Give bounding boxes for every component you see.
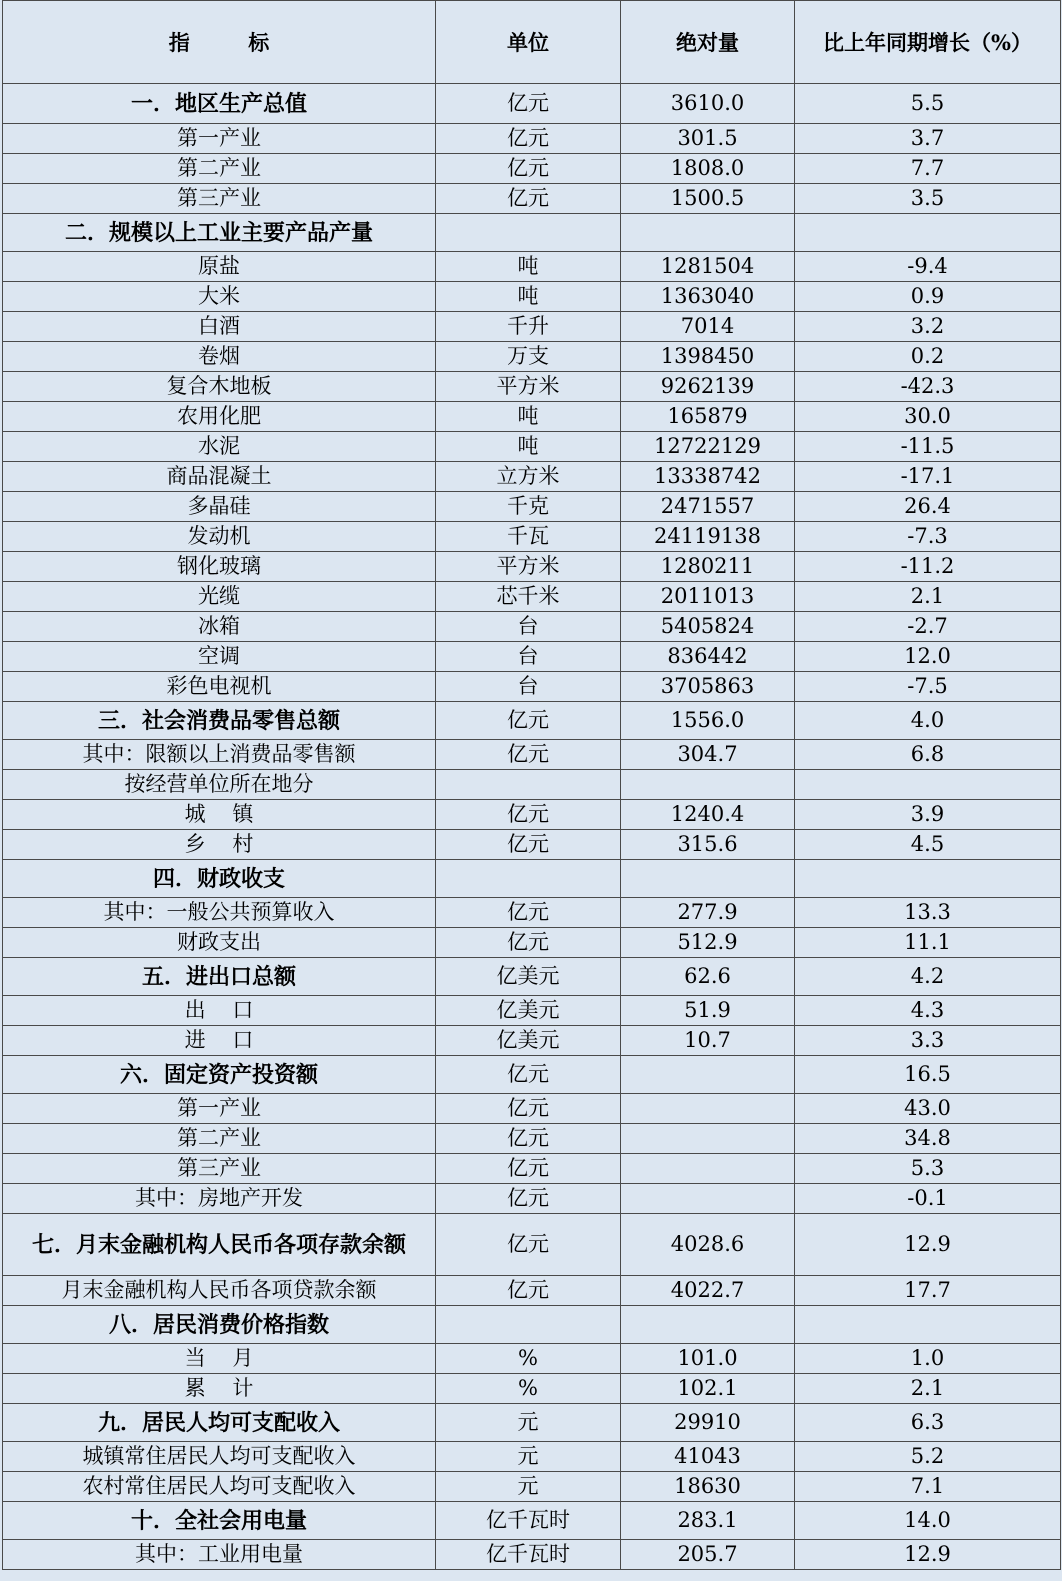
row-growth: 17.7 [795,1276,1061,1306]
row-label: 冰箱 [3,612,436,642]
table-row [3,958,1061,996]
row-absolute-value: 9262139 [621,372,795,402]
row-label: 光缆 [3,582,436,612]
row-label: 按经营单位所在地分 [3,770,436,800]
table-row [3,1184,1061,1214]
table-row [3,1472,1061,1502]
row-unit: 亿元 [436,1276,621,1306]
table-row [3,928,1061,958]
row-label: 多晶硅 [3,492,436,522]
table-row [3,432,1061,462]
row-unit: 亿美元 [436,1026,621,1056]
table-row [3,1344,1061,1374]
row-growth: 34.8 [795,1124,1061,1154]
table-row [3,124,1061,154]
row-unit: 台 [436,642,621,672]
row-unit: 平方米 [436,372,621,402]
row-unit: 亿元 [436,124,621,154]
row-absolute-value: 102.1 [621,1374,795,1404]
row-growth: 3.5 [795,184,1061,214]
row-growth: 12.9 [795,1214,1061,1276]
row-absolute-value: 836442 [621,642,795,672]
row-absolute-value: 24119138 [621,522,795,552]
row-growth: 5.3 [795,1154,1061,1184]
row-absolute-value [621,1094,795,1124]
header-unit: 单位 [436,1,621,84]
row-growth: 7.1 [795,1472,1061,1502]
table-row [3,642,1061,672]
table-row [3,214,1061,252]
row-label: 五．进出口总额 [3,958,436,996]
row-unit: 平方米 [436,552,621,582]
row-unit: 亿元 [436,928,621,958]
row-growth: 4.2 [795,958,1061,996]
table-row [3,800,1061,830]
row-label: 其中：限额以上消费品零售额 [3,740,436,770]
row-absolute-value: 1240.4 [621,800,795,830]
row-absolute-value: 1500.5 [621,184,795,214]
row-label: 进 口 [3,1026,436,1056]
table-row [3,1026,1061,1056]
table-row [3,402,1061,432]
table-row [3,492,1061,522]
row-label: 钢化玻璃 [3,552,436,582]
row-unit: 万支 [436,342,621,372]
row-growth: 6.3 [795,1404,1061,1442]
row-growth: -0.1 [795,1184,1061,1214]
row-absolute-value [621,1306,795,1344]
row-absolute-value: 1280211 [621,552,795,582]
row-unit: 亿元 [436,84,621,124]
row-unit: 千瓦 [436,522,621,552]
row-unit: 吨 [436,282,621,312]
row-growth: 2.1 [795,582,1061,612]
row-growth: 4.0 [795,702,1061,740]
row-label: 彩色电视机 [3,672,436,702]
row-unit: 元 [436,1472,621,1502]
row-absolute-value: 18630 [621,1472,795,1502]
row-label: 第三产业 [3,1154,436,1184]
row-absolute-value: 29910 [621,1404,795,1442]
row-absolute-value: 301.5 [621,124,795,154]
table-row [3,898,1061,928]
row-label: 城镇常住居民人均可支配收入 [3,1442,436,1472]
statistics-table [2,0,1061,1570]
table-row [3,312,1061,342]
row-growth: 4.5 [795,830,1061,860]
row-growth: 3.9 [795,800,1061,830]
row-unit: 亿元 [436,184,621,214]
row-growth: 7.7 [795,154,1061,184]
row-unit: 亿元 [436,154,621,184]
row-absolute-value: 277.9 [621,898,795,928]
row-label: 财政支出 [3,928,436,958]
row-growth: -42.3 [795,372,1061,402]
row-unit: 亿千瓦时 [436,1502,621,1540]
row-absolute-value: 7014 [621,312,795,342]
row-absolute-value: 1808.0 [621,154,795,184]
row-unit: 元 [436,1404,621,1442]
row-growth: 30.0 [795,402,1061,432]
row-label: 水泥 [3,432,436,462]
table-body [3,84,1061,1570]
table-row [3,1502,1061,1540]
table-row [3,1540,1061,1570]
row-absolute-value: 101.0 [621,1344,795,1374]
row-label: 农村常住居民人均可支配收入 [3,1472,436,1502]
row-absolute-value: 13338742 [621,462,795,492]
row-label: 其中：一般公共预算收入 [3,898,436,928]
row-absolute-value: 5405824 [621,612,795,642]
row-absolute-value: 3705863 [621,672,795,702]
row-label: 原盐 [3,252,436,282]
table-row [3,672,1061,702]
row-unit: 亿美元 [436,996,621,1026]
row-absolute-value [621,1056,795,1094]
row-growth [795,770,1061,800]
table-header-row [3,1,1061,84]
row-unit [436,770,621,800]
row-absolute-value: 1281504 [621,252,795,282]
row-unit [436,1306,621,1344]
row-label: 大米 [3,282,436,312]
row-label: 空调 [3,642,436,672]
row-label: 农用化肥 [3,402,436,432]
table-row [3,1276,1061,1306]
row-unit: 亿元 [436,702,621,740]
table-row [3,372,1061,402]
table-row [3,1056,1061,1094]
table-row [3,1094,1061,1124]
table-row [3,1154,1061,1184]
row-unit: 亿元 [436,1154,621,1184]
row-label: 二．规模以上工业主要产品产量 [3,214,436,252]
table-row [3,1214,1061,1276]
row-label: 四．财政收支 [3,860,436,898]
row-label: 三．社会消费品零售总额 [3,702,436,740]
row-absolute-value: 304.7 [621,740,795,770]
table-row [3,830,1061,860]
row-growth: 4.3 [795,996,1061,1026]
row-label: 发动机 [3,522,436,552]
row-unit: 元 [436,1442,621,1472]
row-label: 九．居民人均可支配收入 [3,1404,436,1442]
table-row [3,282,1061,312]
row-growth: 12.0 [795,642,1061,672]
row-growth [795,1306,1061,1344]
row-label: 其中：工业用电量 [3,1540,436,1570]
row-label: 第一产业 [3,1094,436,1124]
table-row [3,154,1061,184]
row-unit: 亿元 [436,1214,621,1276]
row-growth: 13.3 [795,898,1061,928]
row-label: 累 计 [3,1374,436,1404]
table-row [3,462,1061,492]
row-label: 卷烟 [3,342,436,372]
table-row [3,184,1061,214]
row-label: 第三产业 [3,184,436,214]
header-growth: 比上年同期增长（%） [795,1,1061,84]
row-absolute-value: 41043 [621,1442,795,1472]
row-growth: -11.5 [795,432,1061,462]
table-row [3,740,1061,770]
table-row [3,1374,1061,1404]
row-absolute-value: 10.7 [621,1026,795,1056]
row-unit: 亿元 [436,1184,621,1214]
row-unit: 亿元 [436,740,621,770]
row-growth: 5.2 [795,1442,1061,1472]
row-absolute-value [621,1154,795,1184]
row-growth: -17.1 [795,462,1061,492]
row-label: 八．居民消费价格指数 [3,1306,436,1344]
row-absolute-value: 1556.0 [621,702,795,740]
table-row [3,1442,1061,1472]
table-row [3,770,1061,800]
table-row [3,522,1061,552]
row-growth: 3.3 [795,1026,1061,1056]
row-unit: 亿元 [436,1094,621,1124]
row-unit: 台 [436,612,621,642]
row-growth [795,860,1061,898]
row-label: 七．月末金融机构人民币各项存款余额 [3,1214,436,1276]
row-unit: 亿美元 [436,958,621,996]
table-row [3,996,1061,1026]
row-absolute-value: 3610.0 [621,84,795,124]
row-growth: -9.4 [795,252,1061,282]
row-label: 城 镇 [3,800,436,830]
row-unit [436,214,621,252]
row-label: 一．地区生产总值 [3,84,436,124]
row-growth [795,214,1061,252]
row-label: 当 月 [3,1344,436,1374]
table-row [3,582,1061,612]
table-row [3,612,1061,642]
row-label: 六．固定资产投资额 [3,1056,436,1094]
row-growth: -2.7 [795,612,1061,642]
row-growth: 11.1 [795,928,1061,958]
row-growth: 16.5 [795,1056,1061,1094]
row-absolute-value: 2471557 [621,492,795,522]
row-absolute-value [621,770,795,800]
table-row [3,84,1061,124]
row-absolute-value: 205.7 [621,1540,795,1570]
row-growth: 5.5 [795,84,1061,124]
row-label: 其中：房地产开发 [3,1184,436,1214]
row-growth: 0.2 [795,342,1061,372]
row-unit: 千克 [436,492,621,522]
row-label: 白酒 [3,312,436,342]
row-absolute-value: 315.6 [621,830,795,860]
row-absolute-value: 2011013 [621,582,795,612]
header-absolute: 绝对量 [621,1,795,84]
row-unit: 亿元 [436,800,621,830]
row-absolute-value [621,860,795,898]
table-row [3,1306,1061,1344]
row-absolute-value: 512.9 [621,928,795,958]
row-absolute-value: 12722129 [621,432,795,462]
row-unit: 台 [436,672,621,702]
row-growth: -11.2 [795,552,1061,582]
row-label: 出 口 [3,996,436,1026]
row-growth: -7.3 [795,522,1061,552]
table-row [3,1404,1061,1442]
row-growth: 12.9 [795,1540,1061,1570]
header-indicator: 指 标 [3,1,436,84]
row-label: 复合木地板 [3,372,436,402]
table-row [3,860,1061,898]
row-growth: 0.9 [795,282,1061,312]
row-label: 月末金融机构人民币各项贷款余额 [3,1276,436,1306]
row-absolute-value [621,1124,795,1154]
row-unit: 亿元 [436,1056,621,1094]
table-row [3,342,1061,372]
row-growth: -7.5 [795,672,1061,702]
row-growth: 3.2 [795,312,1061,342]
row-unit [436,860,621,898]
table-row [3,1124,1061,1154]
row-growth: 2.1 [795,1374,1061,1404]
row-unit: 芯千米 [436,582,621,612]
row-unit: % [436,1374,621,1404]
row-unit: 吨 [436,402,621,432]
row-unit: 吨 [436,252,621,282]
row-unit: 亿元 [436,1124,621,1154]
table-row [3,552,1061,582]
row-unit: % [436,1344,621,1374]
row-absolute-value: 1398450 [621,342,795,372]
row-unit: 亿千瓦时 [436,1540,621,1570]
row-unit: 亿元 [436,830,621,860]
row-unit: 吨 [436,432,621,462]
row-absolute-value: 283.1 [621,1502,795,1540]
row-absolute-value [621,214,795,252]
row-absolute-value: 1363040 [621,282,795,312]
row-absolute-value: 51.9 [621,996,795,1026]
row-absolute-value: 165879 [621,402,795,432]
row-label: 乡 村 [3,830,436,860]
row-absolute-value: 4022.7 [621,1276,795,1306]
row-unit: 千升 [436,312,621,342]
row-unit: 亿元 [436,898,621,928]
row-absolute-value [621,1184,795,1214]
row-growth: 26.4 [795,492,1061,522]
row-label: 十．全社会用电量 [3,1502,436,1540]
row-label: 商品混凝土 [3,462,436,492]
row-absolute-value: 4028.6 [621,1214,795,1276]
row-label: 第二产业 [3,1124,436,1154]
row-label: 第一产业 [3,124,436,154]
row-growth: 6.8 [795,740,1061,770]
row-growth: 3.7 [795,124,1061,154]
table-row [3,252,1061,282]
row-absolute-value: 62.6 [621,958,795,996]
row-growth: 1.0 [795,1344,1061,1374]
row-growth: 43.0 [795,1094,1061,1124]
table-row [3,702,1061,740]
row-unit: 立方米 [436,462,621,492]
row-growth: 14.0 [795,1502,1061,1540]
row-label: 第二产业 [3,154,436,184]
